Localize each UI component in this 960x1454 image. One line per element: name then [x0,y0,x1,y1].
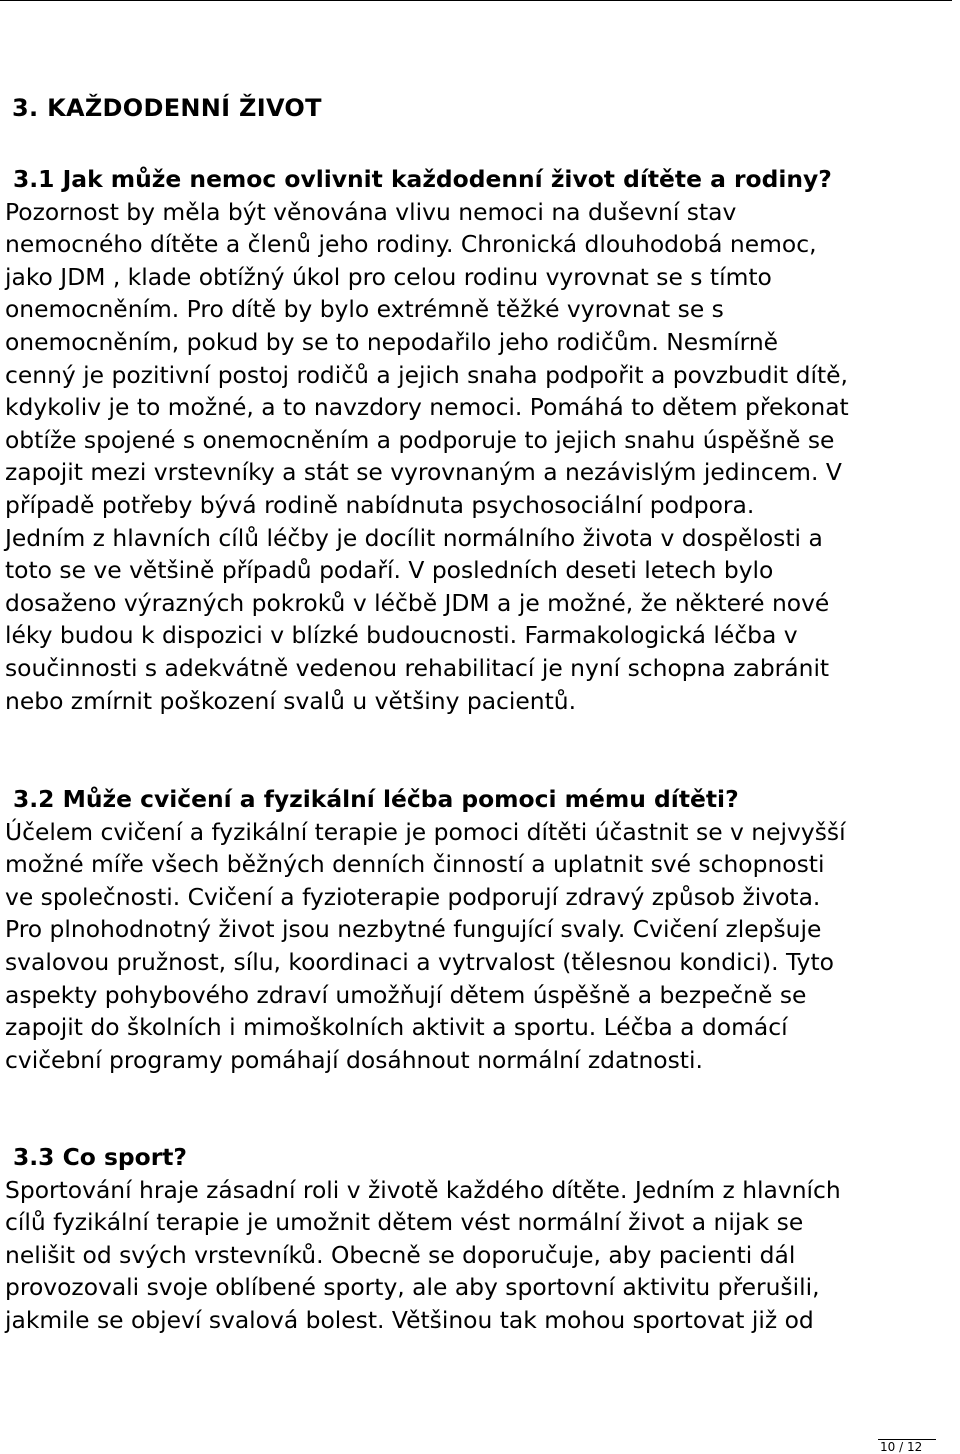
section-heading: 3.3 Co sport? [13,1143,187,1171]
section-body: Pozornost by měla být věnována vlivu nemoci na duševní stav nemocného dítěte a členů jeho rodiny. Chronická dlouhodobá nemoc, jako JDM , klade obtížný úkol pro celou rodinu vyrovnat se s tímto onemocněním. Pro dítě by bylo extrémně těžké vyrovnat se s onemocněním, pokud by se to nepodařilo jeho rodičům. Nesmírně cenný je pozitivní postoj rodičů a jejich snaha podpořit a povzbudit dítě, kdykoliv je to možné, a to navzdory nemoci. Pomáhá to dětem překonat obtíže spojené s onemocněním a podporuje to jejich snahu úspěšně se zapojit mezi vrstevníky a stát se vyrovnaným a nezávislým jedincem. V případě potřeby bývá rodině nabídnuta psychosociální podpora. Jedním z hlavních cílů léčby je docílit normálního života v dospělosti a toto se ve většině případů podaří. V posledních deseti letech bylo dosaženo výrazných pokroků v léčbě JDM a je možné, že některé nové léky budou k dispozici v blízké budoucnosti. Farmakologická léčba v součinnosti s adekvátně vedenou rehabilitací je nyní schopna zabránit nebo zmírnit poškození svalů u většiny pacientů. [5,197,849,715]
section-body: Účelem cvičení a fyzikální terapie je pomoci dítěti účastnit se v nejvyšší možné míře všech běžných denních činností a uplatnit své schopnosti ve společnosti. Cvičení a fyzioterapie podporují zdravý způsob života. Pro plnohodnotný život jsou nezbytné fungující svaly. Cvičení zlepšuje svalovou pružnost, sílu, koordinaci a vytrvalost (tělesnou kondici). Tyto aspekty pohybového zdraví umožňují dětem úspěšně a bezpečně se zapojit do školních i mimoškolních aktivit a sportu. Léčba a domácí cvičební programy pomáhají dosáhnout normální zdatnosti. [5,817,846,1074]
top-rule [0,0,952,1]
section-heading: 3.2 Může cvičení a fyzikální léčba pomoci mému dítěti? [13,785,739,813]
section-exercise-physiotherapy [5,783,953,1076]
page-title: 3. KAŽDODENNÍ ŽIVOT [12,94,322,122]
section-body: Sportování hraje zásadní roli v životě každého dítěte. Jedním z hlavních cílů fyzikální terapie je umožnit dětem vést normální život a nijak se nelišit od svých vrstevníků. Obecně se doporučuje, aby pacienti dál provozovali svoje oblíbené sporty, ale aby sportovní aktivitu přerušili, jakmile se objeví svalová bolest. Většinou tak mohou sportovat již od [5,1175,841,1334]
page-number: 10 / 12 [880,1440,923,1454]
section-daily-life-impact [5,163,953,717]
section-sport [5,1141,953,1337]
section-heading: 3.1 Jak může nemoc ovlivnit každodenní život dítěte a rodiny? [13,165,832,193]
